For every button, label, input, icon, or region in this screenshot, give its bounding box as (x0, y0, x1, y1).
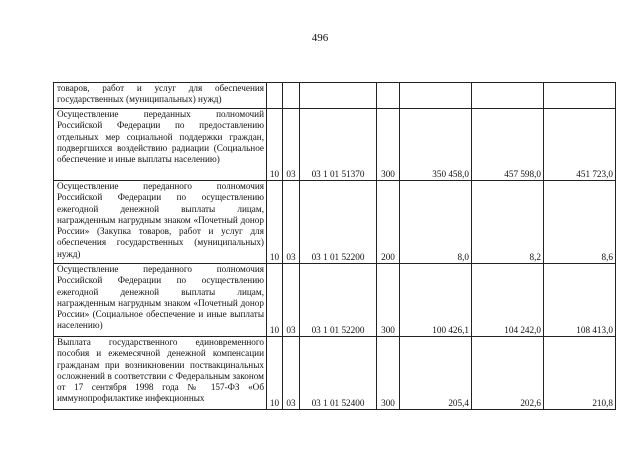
table-row (54, 264, 616, 337)
amount-year-2: 202,6 (472, 337, 544, 410)
amount-year-2 (472, 83, 544, 109)
expense-type-code: 200 (377, 181, 400, 264)
row-name: Выплата государственного единовременного пособия и ежемесячной денежной компенсации гражданам при возникновении поствакцинальных осложнений в соответствии с Федеральным законом от 17 сентября 1998 года № 157-ФЗ «Об иммунопрофилактике инфекционных (54, 337, 267, 410)
subsection-code: 03 (283, 109, 300, 181)
target-article-code: 03 1 01 52200 (300, 264, 377, 337)
row-name: Осуществление переданного полномочия Российской Федерации по осуществлению ежегодной денежной выплаты лицам, награжденным нагрудным знаком «Почетный донор России» (Социальное обеспечение и иные выплаты населению) (54, 264, 267, 337)
row-name: Осуществление переданного полномочия Российской Федерации по осуществлению ежегодной денежной выплаты лицам, награжденным нагрудным знаком «Почетный донор России» (Закупка товаров, работ и услуг для обеспечения государственных (муниципальных) нужд) (54, 181, 267, 264)
target-article-code: 03 1 01 51370 (300, 109, 377, 181)
amount-year-1: 8,0 (400, 181, 472, 264)
target-article-code: 03 1 01 52200 (300, 181, 377, 264)
table-row (54, 83, 616, 109)
amount-year-2: 104 242,0 (472, 264, 544, 337)
expense-type-code (377, 83, 400, 109)
section-code (267, 83, 283, 109)
amount-year-3: 108 413,0 (544, 264, 616, 337)
page-number: 496 (311, 32, 329, 44)
amount-year-3: 8,6 (544, 181, 616, 264)
table-row (54, 181, 616, 264)
target-article-code: 03 1 01 52400 (300, 337, 377, 410)
amount-year-1: 100 426,1 (400, 264, 472, 337)
section-code: 10 (267, 181, 283, 264)
amount-year-3 (544, 83, 616, 109)
subsection-code: 03 (283, 337, 300, 410)
subsection-code (283, 83, 300, 109)
amount-year-1 (400, 83, 472, 109)
amount-year-2: 457 598,0 (472, 109, 544, 181)
section-code: 10 (267, 109, 283, 181)
expense-type-code: 300 (377, 264, 400, 337)
amount-year-3: 451 723,0 (544, 109, 616, 181)
subsection-code: 03 (283, 264, 300, 337)
row-name: товаров, работ и услуг для обеспечения государственных (муниципальных) нужд) (54, 83, 267, 109)
subsection-code: 03 (283, 181, 300, 264)
amount-year-2: 8,2 (472, 181, 544, 264)
table-row (54, 337, 616, 410)
section-code: 10 (267, 337, 283, 410)
amount-year-3: 210,8 (544, 337, 616, 410)
row-name: Осуществление переданных полномочий Российской Федерации по предоставлению отдельных мер социальной поддержки граждан, подвергшихся воздействию радиации (Социальное обеспечение и иные выплаты населению) (54, 109, 267, 181)
expense-type-code: 300 (377, 337, 400, 410)
amount-year-1: 350 458,0 (400, 109, 472, 181)
target-article-code (300, 83, 377, 109)
section-code: 10 (267, 264, 283, 337)
expense-type-code: 300 (377, 109, 400, 181)
amount-year-1: 205,4 (400, 337, 472, 410)
table-row (54, 109, 616, 181)
budget-table (53, 82, 616, 410)
